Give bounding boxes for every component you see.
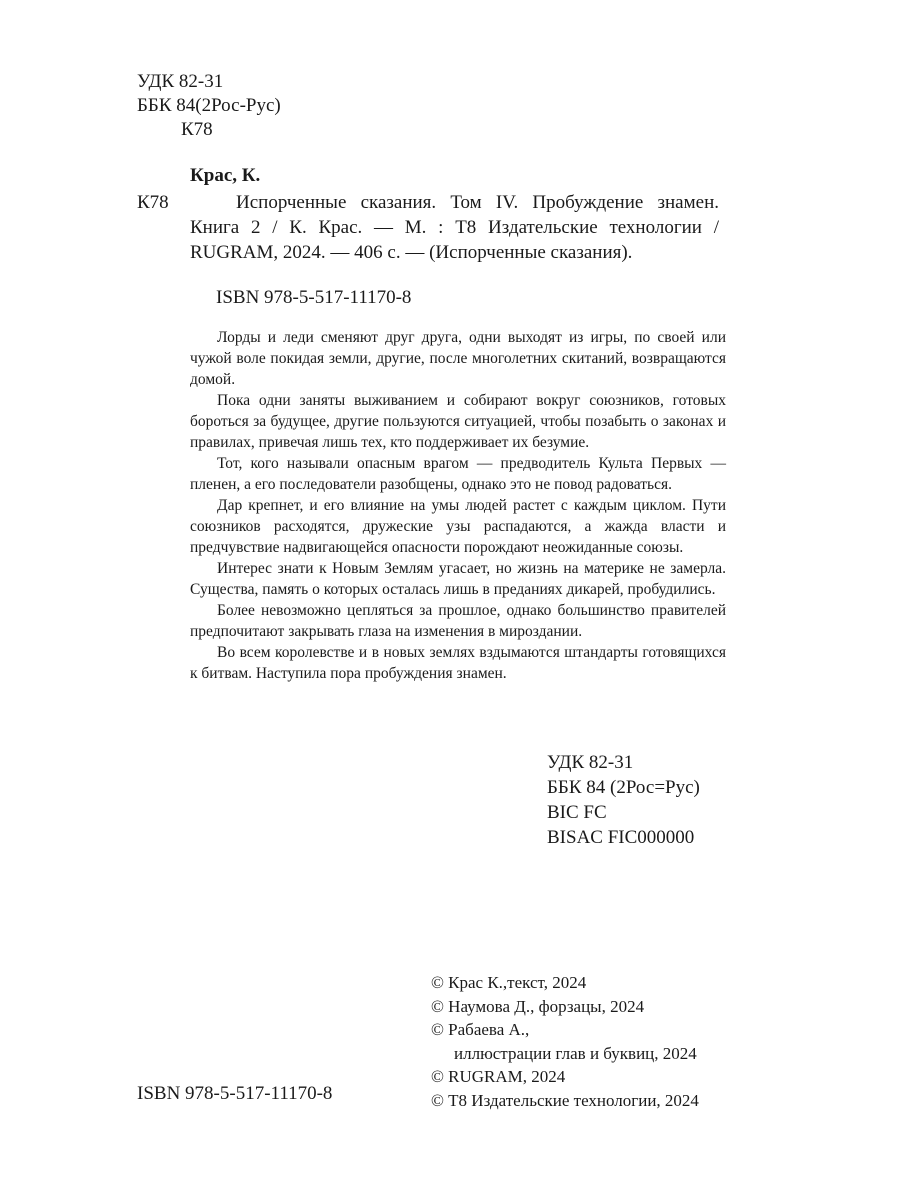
author-sign: К78 [181,119,213,140]
copyright-line: © RUGRAM, 2024 [431,1067,566,1086]
annotation-paragraph: Интерес знати к Новым Землям угасает, но жизнь на материке не замерла. Существа, память о которых осталась лишь в преданиях дикарей, пробудились. [190,560,726,598]
classification-codes [547,750,700,850]
isbn-footer: ISBN 978-5-517-11170-8 [137,1083,333,1104]
annotation-paragraph: Лорды и леди сменяют друг друга, одни выходят из игры, по своей или чужой воле покидая земли, другие, после многолетних скитаний, возвращаются домой. [190,329,726,388]
copyright-line: © Наумова Д., форзацы, 2024 [431,996,645,1016]
author-sign-left: К78 [137,192,169,213]
bbk-code: ББК 84(2Рос-Рус) [137,95,281,116]
annotation-paragraph: Пока одни заняты выживанием и собирают вокруг союзников, готовых бороться за будущее, другие пользуются ситуацией, чтобы позабыть о законах и правилах, привечая лишь тех, кто поддерживает их безумие. [190,392,726,451]
annotation-paragraph: Во всем королевстве и в новых землях вздымаются штандарты готовящихся к битвам. Наступила пора пробуждения знамен. [190,644,726,682]
copyright-block [431,971,699,1112]
annotation-paragraph: Более невозможно цепляться за прошлое, однако большинство правителей предпочитают закрывать глаза на изменения в мироздании. [190,602,726,640]
bibliographic-text: Испорченные сказания. Том IV. Пробуждение знамен. Книга 2 / К. Крас. — М. : Т8 Издательские технологии / RUGRAM, 2024. — 406 с. — (Испорченные сказания). [190,192,719,263]
header-classification-block [137,70,281,142]
copyright-line: © Т8 Издательские технологии, 2024 [431,1090,699,1110]
udk-code: УДК 82-31 [137,71,224,92]
bic-code: BIC FC [547,802,607,823]
bibliographic-description [190,190,719,265]
udk-code-right: УДК 82-31 [547,752,634,773]
annotation-paragraph: Тот, кого называли опасным врагом — предводитель Культа Первых — пленен, а его последователи разобщены, однако это не повод радоваться. [190,455,726,493]
copyright-line: © Рабаева А., [431,1020,530,1039]
copyright-line: © Крас К.,текст, 2024 [431,973,587,992]
author-name: Крас, К. [190,165,261,186]
annotation-paragraph: Дар крепнет, и его влияние на умы людей растет с каждым циклом. Пути союзников расходятся, дружеские узы распадаются, а жажда власти и предчувствие надвигающейся опасности порождают неожиданные союзы. [190,497,726,556]
isbn-main: ISBN 978-5-517-11170-8 [216,287,412,308]
annotation [190,327,726,684]
bisac-code: BISAC FIC000000 [547,827,695,848]
bbk-code-right: ББК 84 (2Рос=Рус) [547,777,700,798]
copyright-line: иллюстрации глав и буквиц, 2024 [454,1043,697,1063]
